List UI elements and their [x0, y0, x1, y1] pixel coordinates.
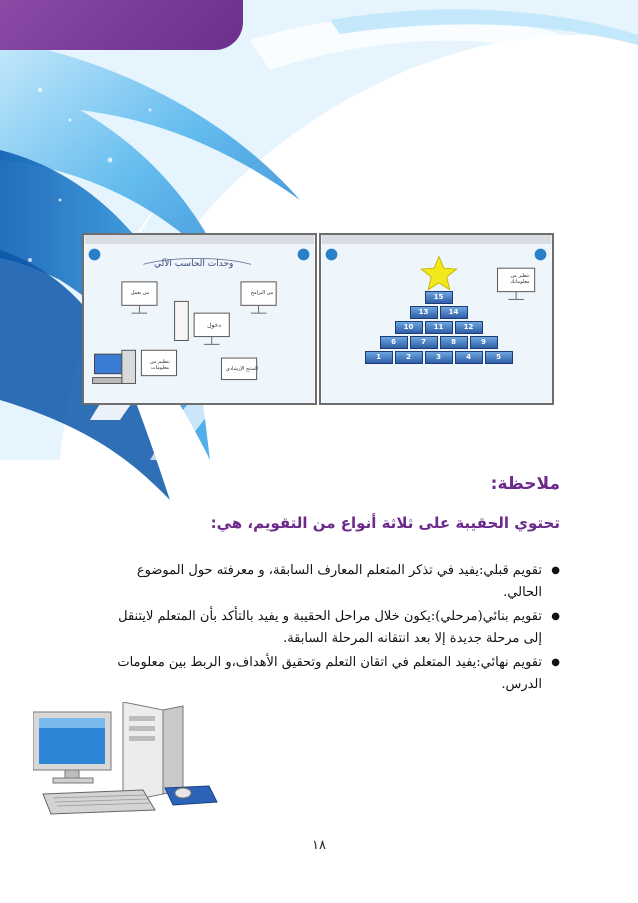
pyramid-block[interactable]: 12 [455, 321, 483, 334]
pyramid-block[interactable]: 5 [485, 351, 513, 364]
pyramid-row-3 [321, 321, 554, 334]
left-screen-title: وحدات الحاسب الآلي [154, 259, 234, 269]
pyramid-block[interactable]: 2 [395, 351, 423, 364]
pyramid-row-1 [321, 291, 554, 304]
pyramid-row-5 [321, 351, 554, 364]
left-box-5[interactable]: المنتج الإرشادي [225, 366, 259, 372]
pyramid [321, 291, 554, 364]
pyramid-block[interactable]: 1 [365, 351, 393, 364]
pyramid-block[interactable]: 3 [425, 351, 453, 364]
note-intro: تحتوي الحقيبة على ثلاثة أنواع من التقويم، هي: [210, 514, 560, 532]
screenshot-pyramid [319, 233, 554, 405]
pyramid-block[interactable]: 14 [440, 306, 468, 319]
pyramid-block[interactable]: 13 [410, 306, 438, 319]
pyramid-block[interactable]: 15 [425, 291, 453, 304]
pyramid-block[interactable]: 9 [470, 336, 498, 349]
list-item: ● تقويم قبلي:يفيد في تذكر المتعلم المعارف السابقة، و معرفته حول الموضوع الحالي. [100, 560, 560, 604]
list-item: ● تقويم بنائي(مرحلي):يكون خلال مراحل الحقيبة و يفيد بالتأكد بأن المتعلم لايتنقل إلى مرحلة جديدة إلا بعد انتقانه المرحلة السابقة. [100, 606, 560, 650]
pyramid-block[interactable]: 10 [395, 321, 423, 334]
list-item: ● تقويم نهائي:يفيد المتعلم في اتقان التعلم وتحقيق الأهداف،و الربط بين معلومات الدرس. [100, 652, 560, 696]
pyramid-block[interactable]: 4 [455, 351, 483, 364]
pyramid-block[interactable]: 8 [440, 336, 468, 349]
desktop-computer-icon [33, 702, 218, 817]
pyramid-row-2 [321, 306, 554, 319]
pyramid-row-4 [321, 336, 554, 349]
left-box-1[interactable]: من يعمل [130, 290, 150, 296]
left-box-3[interactable]: دخول [207, 322, 221, 329]
page-number: ١٨ [312, 838, 326, 853]
screenshot-computer-units [82, 233, 317, 405]
purple-header-tab [0, 0, 243, 50]
left-box-2[interactable]: من البرامج [250, 290, 274, 296]
right-screen-button[interactable]: تنظير من معلوماتك [510, 273, 530, 285]
evaluation-list [100, 560, 560, 698]
note-title: ملاحظة: [490, 474, 560, 494]
pyramid-block[interactable]: 7 [410, 336, 438, 349]
left-box-4[interactable]: تنظيم من معلومات [150, 359, 170, 371]
pyramid-block[interactable]: 11 [425, 321, 453, 334]
pyramid-block[interactable]: 6 [380, 336, 408, 349]
